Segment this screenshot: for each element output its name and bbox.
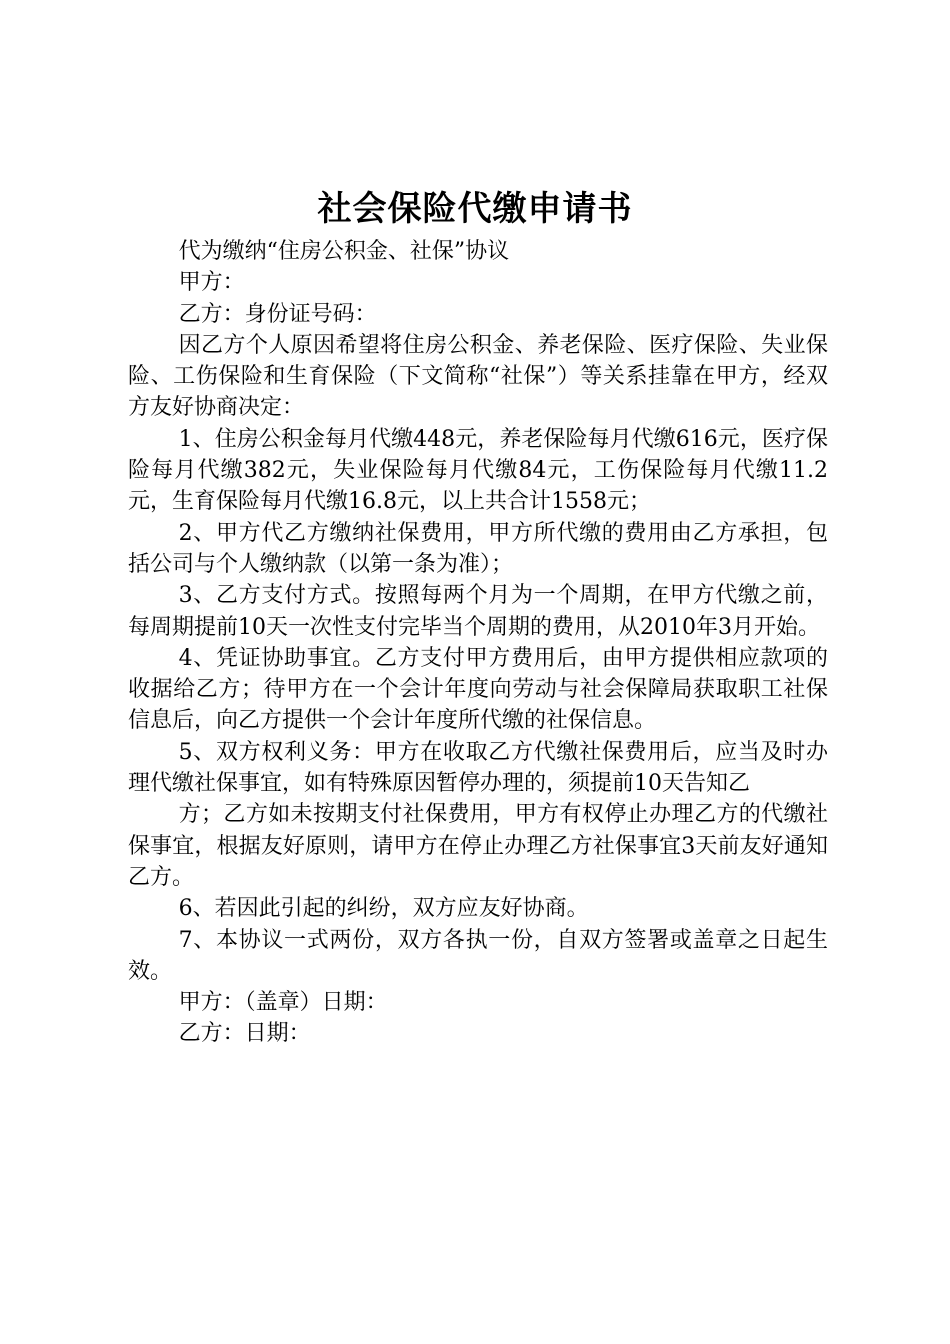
- paragraph-clause-5-continued: 方；乙方如未按期支付社保费用，甲方有权停止办理乙方的代缴社保事宜，根据友好原则，请甲方在停止办理乙方社保事宜3天前友好通知乙方。: [128, 802, 828, 890]
- paragraph-clause-1: 1、住房公积金每月代缴448元，养老保险每月代缴616元，医疗保险每月代缴382元，失业保险每月代缴84元，工伤保险每月代缴11.2元，生育保险每月代缴16.8元，以上共合计1558元；: [128, 426, 828, 515]
- paragraph-party-a: 甲方：: [178, 270, 245, 296]
- paragraph-clause-7: 7、本协议一式两份，双方各执一份，自双方签署或盖章之日起生效。: [128, 927, 828, 984]
- paragraph-clause-3: 3、乙方支付方式。按照每两个月为一个周期，在甲方代缴之前，每周期提前10天一次性支付完毕当个周期的费用，从2010年3月开始。: [128, 583, 828, 640]
- paragraph-preamble: 因乙方个人原因希望将住房公积金、养老保险、医疗保险、失业保险、工伤保险和生育保险（下文简称“社保”）等关系挂靠在甲方，经双方友好协商决定：: [128, 332, 828, 421]
- paragraph-clause-2: 2、甲方代乙方缴纳社保费用，甲方所代缴的费用由乙方承担，包括公司与个人缴纳款（以第一条为准）；: [128, 520, 828, 577]
- document-title: 社会保险代缴申请书: [317, 189, 633, 229]
- paragraph-clause-6: 6、若因此引起的纠纷，双方应友好协商。: [178, 896, 589, 922]
- paragraph-party-b: 乙方：身份证号码：: [178, 301, 377, 327]
- document-body: [128, 236, 828, 1050]
- paragraph-signature-party-b: 乙方：日期：: [178, 1021, 311, 1047]
- paragraph-signature-party-a: 甲方：（盖章）日期：: [178, 990, 388, 1016]
- paragraph-clause-4: 4、凭证协助事宜。乙方支付甲方费用后，由甲方提供相应款项的收据给乙方；待甲方在一个会计年度向劳动与社会保障局获取职工社保信息后，向乙方提供一个会计年度所代缴的社保信息。: [128, 645, 828, 734]
- paragraph-agreement-heading: 代为缴纳“住房公积金、社保”协议: [178, 239, 510, 264]
- paragraph-clause-5: 5、双方权利义务：甲方在收取乙方代缴社保费用后，应当及时办理代缴社保事宜，如有特殊原因暂停办理的，须提前10天告知乙: [128, 739, 828, 797]
